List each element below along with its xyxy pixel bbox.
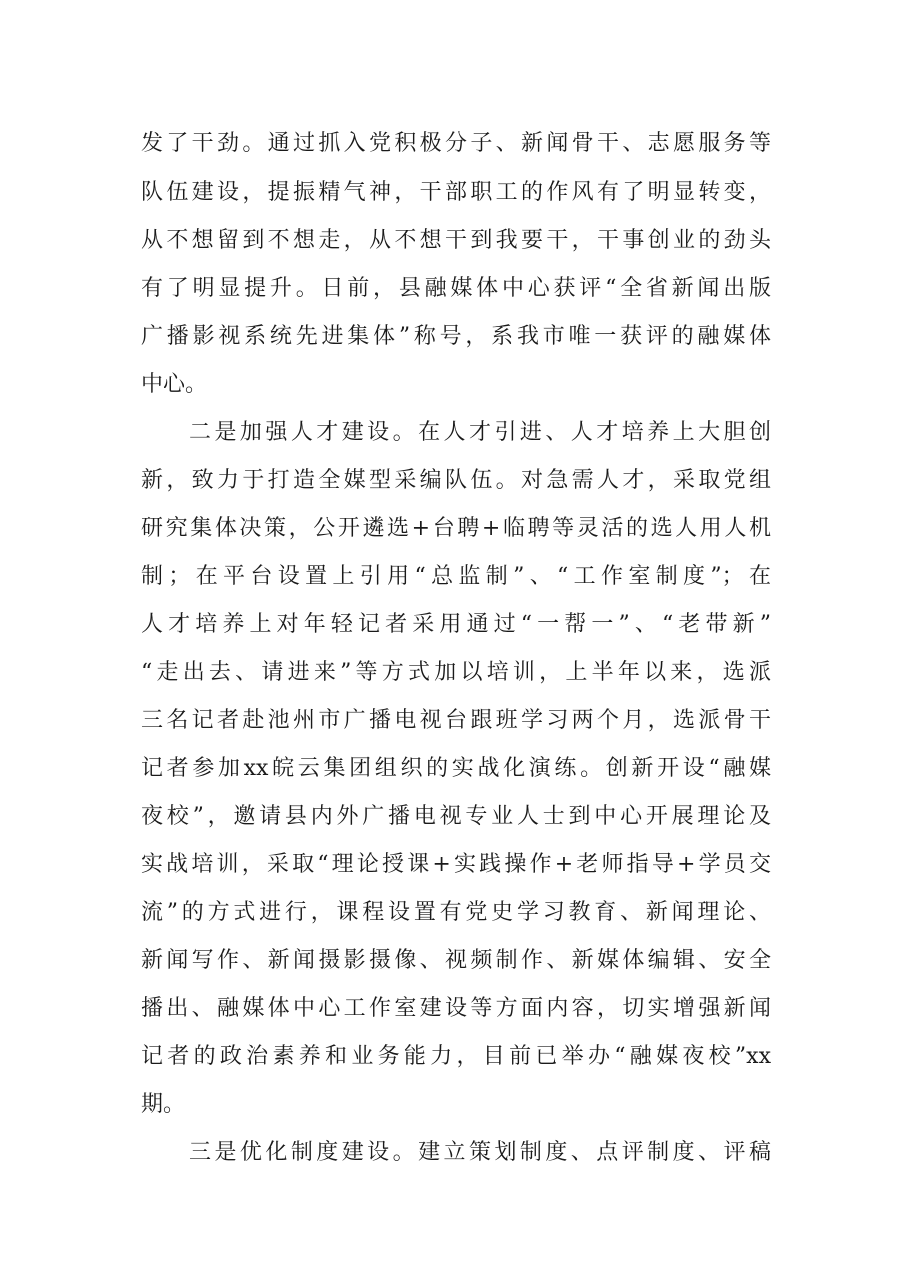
text-line: 有了明显提升。日前，县融媒体中心获评“全省新闻出版 xyxy=(141,276,771,301)
paragraph-first-line: 三是优化制度建设。建立策划制度、点评制度、评稿 xyxy=(189,1140,771,1165)
text-line: 研究集体决策，公开遴选+台聘+临聘等灵活的选人用人机 xyxy=(141,516,771,541)
text-line: 播出、融媒体中心工作室建设等方面内容，切实增强新闻 xyxy=(141,996,771,1021)
text-line: 新，致力于打造全媒型采编队伍。对急需人才，采取党组 xyxy=(141,468,771,493)
text-line: 三名记者赴池州市广播电视台跟班学习两个月，选派骨干 xyxy=(141,708,771,733)
text-line: 夜校”，邀请县内外广播电视专业人士到中心开展理论及 xyxy=(141,804,771,829)
text-line: 中心。 xyxy=(141,372,208,397)
text-line: 制；在平台设置上引用“总监制”、“工作室制度”；在 xyxy=(141,564,771,589)
text-line: 发了干劲。通过抓入党积极分子、新闻骨干、志愿服务等 xyxy=(141,131,771,156)
text-line: 队伍建设，提振精气神，干部职工的作风有了明显转变， xyxy=(141,180,771,205)
text-line: 人才培养上对年轻记者采用通过“一帮一”、“老带新” xyxy=(141,612,771,637)
text-line: 广播影视系统先进集体”称号，系我市唯一获评的融媒体 xyxy=(141,324,771,349)
text-line: 记者参加xx皖云集团组织的实战化演练。创新开设“融媒 xyxy=(141,756,771,781)
text-line: 从不想留到不想走，从不想干到我要干，干事创业的劲头 xyxy=(141,228,771,253)
paragraph-first-line: 二是加强人才建设。在人才引进、人才培养上大胆创 xyxy=(189,420,771,445)
text-line: 新闻写作、新闻摄影摄像、视频制作、新媒体编辑、安全 xyxy=(141,948,771,973)
text-line: 记者的政治素养和业务能力，目前已举办“融媒夜校”xx xyxy=(141,1044,771,1069)
text-line: 期。 xyxy=(141,1092,186,1117)
text-line: 实战培训，采取“理论授课+实践操作+老师指导+学员交 xyxy=(141,852,771,877)
text-line: “走出去、请进来”等方式加以培训，上半年以来，选派 xyxy=(141,660,771,685)
text-line: 流”的方式进行，课程设置有党史学习教育、新闻理论、 xyxy=(141,900,771,925)
